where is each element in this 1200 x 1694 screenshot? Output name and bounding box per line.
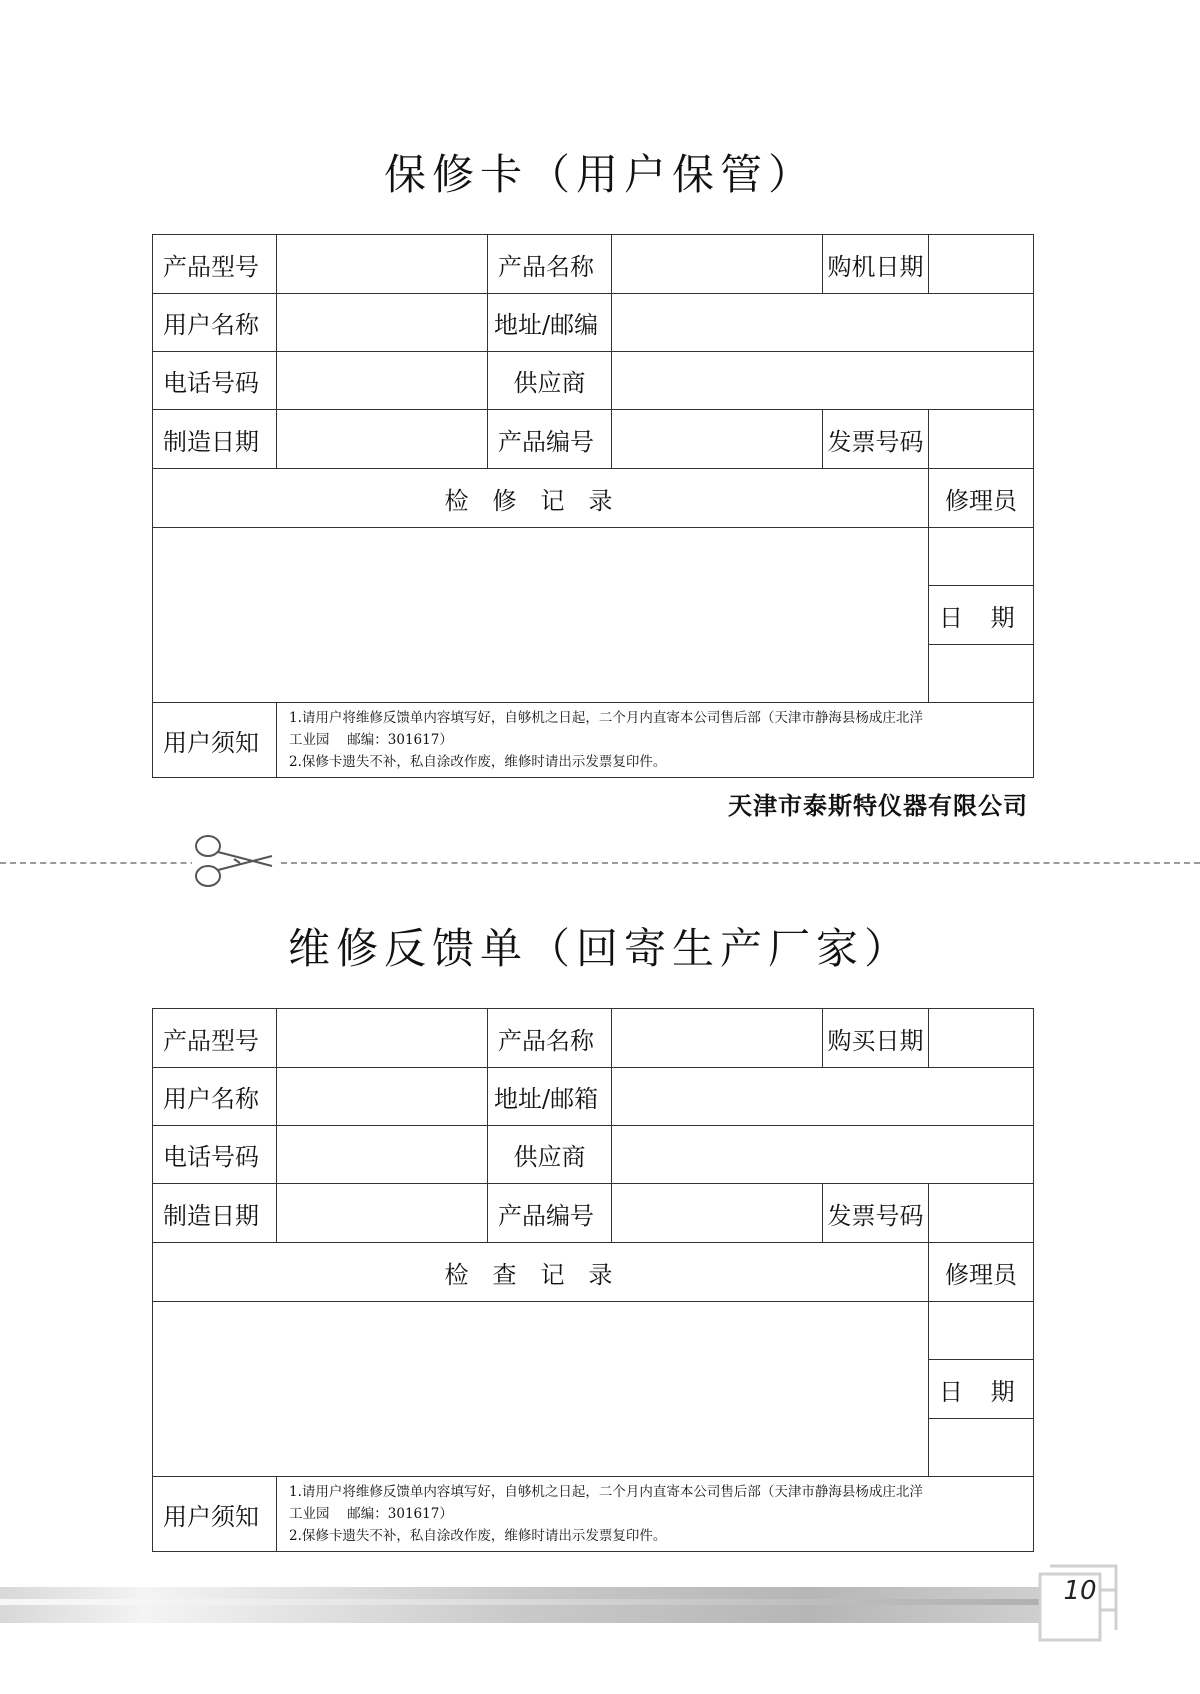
- manufacture-date-label: 制造日期: [153, 410, 277, 469]
- user-name-field[interactable]: [277, 1068, 488, 1126]
- warranty-card-table: [152, 234, 1034, 778]
- inspection-record-header: 检查记录: [153, 1243, 929, 1302]
- phone-field[interactable]: [277, 1126, 488, 1184]
- notice-line: 1.请用户将维修反馈单内容填写好，自够机之日起，二个月内直寄本公司售后部（天津市静海县杨成庄北洋: [289, 1484, 923, 1500]
- table-row: [153, 1477, 1034, 1552]
- manufacture-date-field[interactable]: [277, 410, 488, 469]
- inspection-record-area[interactable]: [153, 1302, 929, 1477]
- scissors-icon: [192, 830, 278, 892]
- repairer-field[interactable]: [929, 1302, 1034, 1360]
- company-name: 天津市泰斯特仪器有限公司: [728, 792, 1028, 820]
- user-name-label: 用户名称: [153, 1068, 277, 1126]
- product-model-label: 产品型号: [153, 1009, 277, 1068]
- supplier-field[interactable]: [612, 352, 1034, 410]
- invoice-number-field[interactable]: [929, 1184, 1034, 1243]
- table-row: [153, 410, 1034, 469]
- table-row: [153, 1184, 1034, 1243]
- purchase-date-field[interactable]: [929, 235, 1034, 294]
- product-name-field[interactable]: [612, 235, 823, 294]
- date-label: 日 期: [929, 1360, 1034, 1419]
- invoice-number-label: 发票号码: [823, 410, 929, 469]
- address-label: 地址/邮编: [488, 294, 612, 352]
- phone-label: 电话号码: [153, 352, 277, 410]
- table-row: [153, 528, 1034, 586]
- table-row: [153, 1126, 1034, 1184]
- invoice-number-field[interactable]: [929, 410, 1034, 469]
- user-name-field[interactable]: [277, 294, 488, 352]
- table-row: [153, 1009, 1034, 1068]
- user-notice-text: [277, 703, 1034, 778]
- purchase-date-label: 购买日期: [823, 1009, 929, 1068]
- user-notice-text: [277, 1477, 1034, 1552]
- notice-line: 工业园 邮编：301617）: [289, 1506, 453, 1522]
- notice-line: 1.请用户将维修反馈单内容填写好，自够机之日起，二个月内直寄本公司售后部（天津市静海县杨成庄北洋: [289, 710, 923, 726]
- supplier-label: 供应商: [488, 352, 612, 410]
- manufacture-date-field[interactable]: [277, 1184, 488, 1243]
- table-row: [153, 352, 1034, 410]
- purchase-date-label: 购机日期: [823, 235, 929, 294]
- address-field[interactable]: [612, 294, 1034, 352]
- supplier-field[interactable]: [612, 1126, 1034, 1184]
- table-row: [153, 1302, 1034, 1360]
- product-serial-label: 产品编号: [488, 410, 612, 469]
- phone-field[interactable]: [277, 352, 488, 410]
- product-model-field[interactable]: [277, 1009, 488, 1068]
- product-serial-field[interactable]: [612, 1184, 823, 1243]
- product-model-field[interactable]: [277, 235, 488, 294]
- warranty-card-title: 保修卡（用户保管）: [383, 150, 816, 199]
- supplier-label: 供应商: [488, 1126, 612, 1184]
- date-label: 日 期: [929, 586, 1034, 645]
- table-row: [153, 703, 1034, 778]
- product-name-field[interactable]: [612, 1009, 823, 1068]
- product-model-label: 产品型号: [153, 235, 277, 294]
- user-notice-label: 用户须知: [153, 703, 277, 778]
- cut-line: [0, 862, 1200, 864]
- phone-label: 电话号码: [153, 1126, 277, 1184]
- product-name-label: 产品名称: [488, 235, 612, 294]
- feedback-form-table: [152, 1008, 1034, 1552]
- repairer-label: 修理员: [929, 469, 1034, 528]
- table-row: [153, 294, 1034, 352]
- table-row: [153, 1243, 1034, 1302]
- repairer-field[interactable]: [929, 528, 1034, 586]
- product-name-label: 产品名称: [488, 1009, 612, 1068]
- date-field[interactable]: [929, 1419, 1034, 1477]
- invoice-number-label: 发票号码: [823, 1184, 929, 1243]
- feedback-form-title: 维修反馈单（回寄生产厂家）: [287, 924, 912, 973]
- purchase-date-field[interactable]: [929, 1009, 1034, 1068]
- product-serial-field[interactable]: [612, 410, 823, 469]
- repair-record-header: 检修记录: [153, 469, 929, 528]
- repair-record-area[interactable]: [153, 528, 929, 703]
- manufacture-date-label: 制造日期: [153, 1184, 277, 1243]
- user-notice-label: 用户须知: [153, 1477, 277, 1552]
- table-row: [153, 235, 1034, 294]
- table-row: [153, 1068, 1034, 1126]
- user-name-label: 用户名称: [153, 294, 277, 352]
- notice-line: 工业园 邮编：301617）: [289, 732, 453, 748]
- notice-line: 2.保修卡遗失不补，私自涂改作废，维修时请出示发票复印件。: [289, 1528, 667, 1544]
- product-serial-label: 产品编号: [488, 1184, 612, 1243]
- repairer-label: 修理员: [929, 1243, 1034, 1302]
- notice-line: 2.保修卡遗失不补，私自涂改作废，维修时请出示发票复印件。: [289, 754, 667, 770]
- footer-bar: [0, 1587, 1040, 1623]
- address-field[interactable]: [612, 1068, 1034, 1126]
- table-row: [153, 469, 1034, 528]
- page-badge-icon: [1036, 1560, 1120, 1652]
- date-field[interactable]: [929, 645, 1034, 703]
- address-label: 地址/邮箱: [488, 1068, 612, 1126]
- page-number: 10: [1063, 1576, 1097, 1606]
